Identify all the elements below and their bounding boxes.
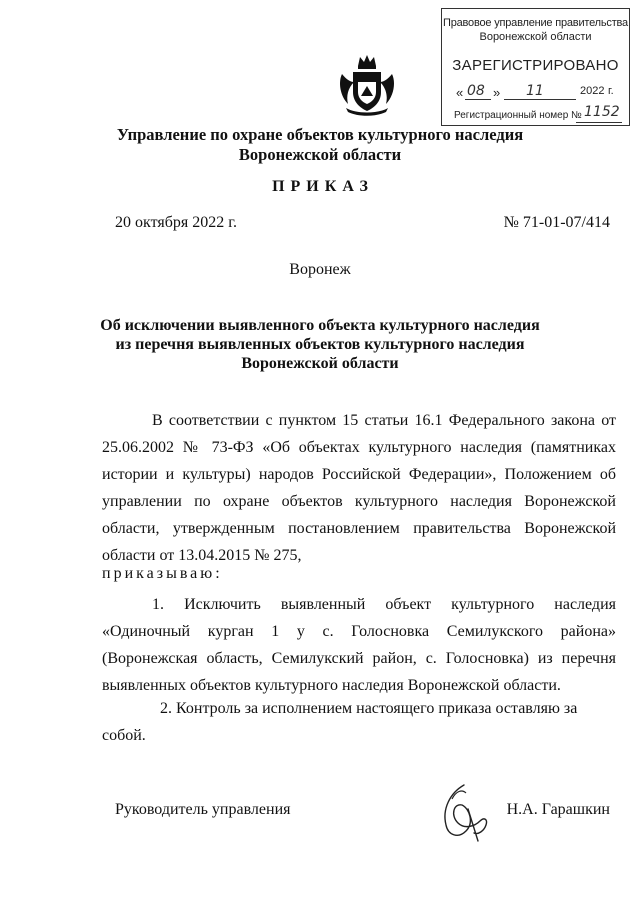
stamp-line-1: Правовое управление правительства (443, 17, 628, 29)
order-item-1: 1. Исключить выявленный объект культурного наследия «Одиночный курган 1 у с. Голосновка Семилукского района» (Воронежская область, Семилукский район, с. Голосновка) из перечня выявленных объектов культурного наследия Воронежской области. (102, 596, 616, 694)
order-item-2: 2. Контроль за исполнением настоящего приказа оставляю за собой. (102, 700, 578, 744)
stamp-line-2: Воронежской области (479, 31, 592, 43)
document-type: ПРИКАЗ (272, 178, 374, 195)
stamp-reg-number: 1152 (584, 104, 620, 120)
handwritten-signature (430, 779, 500, 845)
order-subject (60, 316, 580, 373)
organization-line-1: Управление по охране объектов культурного наследия (116, 125, 524, 144)
organization-line-2: Воронежской области (238, 145, 402, 164)
stamp-date: « 08 » 11 2022 г. (456, 83, 614, 100)
order-city: Воронеж (289, 261, 351, 278)
stamp-reg-label: Регистрационный номер № (454, 110, 582, 121)
stamp-registered: ЗАРЕГИСТРИРОВАНО (452, 57, 619, 74)
stamp-date-day: 08 (467, 83, 485, 99)
order-number: № 71-01-07/414 (503, 214, 610, 231)
signatory-position: Руководитель управления (115, 801, 291, 818)
coat-of-arms-emblem (336, 52, 398, 118)
organization-header (0, 125, 640, 165)
subject-line-1: Об исключении выявленного объекта культурного наследия (100, 317, 540, 334)
order-word: приказываю: (102, 565, 223, 582)
stamp-date-year: 2022 (580, 85, 605, 97)
stamp-date-month: 11 (526, 83, 544, 99)
preamble-paragraph: В соответствии с пунктом 15 статьи 16.1 Федерального закона от 25.06.2002 № 73-ФЗ «Об объектах культурного наследия (памятниках истории и культуры) народов Российской Федерации», Положением об управлении по охране объектов культурного наследия Воронежской области, утвержденным постановлением правительства Воронежской области от 13.04.2015 № 275, (102, 412, 616, 564)
registration-stamp (441, 8, 630, 126)
subject-line-2: из перечня выявленных объектов культурного наследия (115, 336, 525, 353)
signatory-name: Н.А. Гарашкин (506, 801, 610, 818)
order-date: 20 октября 2022 г. (115, 214, 237, 231)
subject-line-3: Воронежской области (241, 355, 399, 372)
